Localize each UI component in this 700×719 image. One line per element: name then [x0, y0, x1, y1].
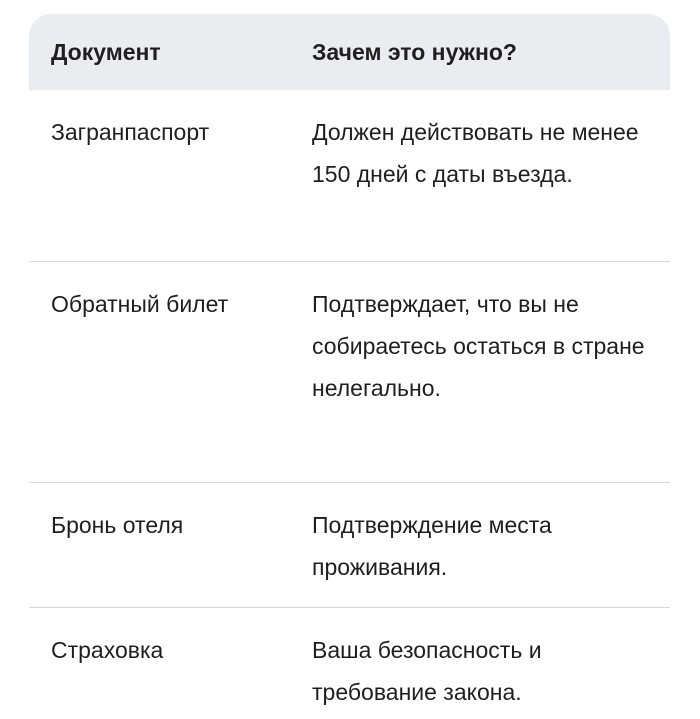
table-header-row [29, 14, 670, 90]
purpose-text: Подтверждение места проживания. [312, 512, 552, 580]
document-cell [29, 262, 291, 482]
table-row [29, 90, 670, 262]
purpose-cell [291, 608, 670, 719]
documents-table [29, 14, 670, 719]
document-name: Бронь отеля [51, 512, 184, 538]
document-cell [29, 483, 291, 607]
document-cell [29, 90, 291, 261]
purpose-cell [291, 90, 670, 261]
document-name: Обратный билет [51, 291, 229, 317]
purpose-text: Должен действовать не менее 150 дней с даты въезда. [312, 119, 639, 187]
purpose-text: Ваша безопасность и требование закона. [312, 637, 542, 705]
document-name: Загранпаспорт [51, 119, 210, 145]
table-row [29, 608, 670, 719]
table-row [29, 262, 670, 483]
purpose-cell [291, 483, 670, 607]
purpose-text: Подтверждает, что вы не собираетесь остаться в стране нелегально. [312, 291, 645, 401]
header-purpose: Зачем это нужно? [312, 39, 517, 65]
document-cell [29, 608, 291, 719]
header-document: Документ [51, 39, 161, 65]
document-name: Страховка [51, 637, 164, 663]
purpose-cell [291, 262, 670, 482]
table-row [29, 483, 670, 608]
